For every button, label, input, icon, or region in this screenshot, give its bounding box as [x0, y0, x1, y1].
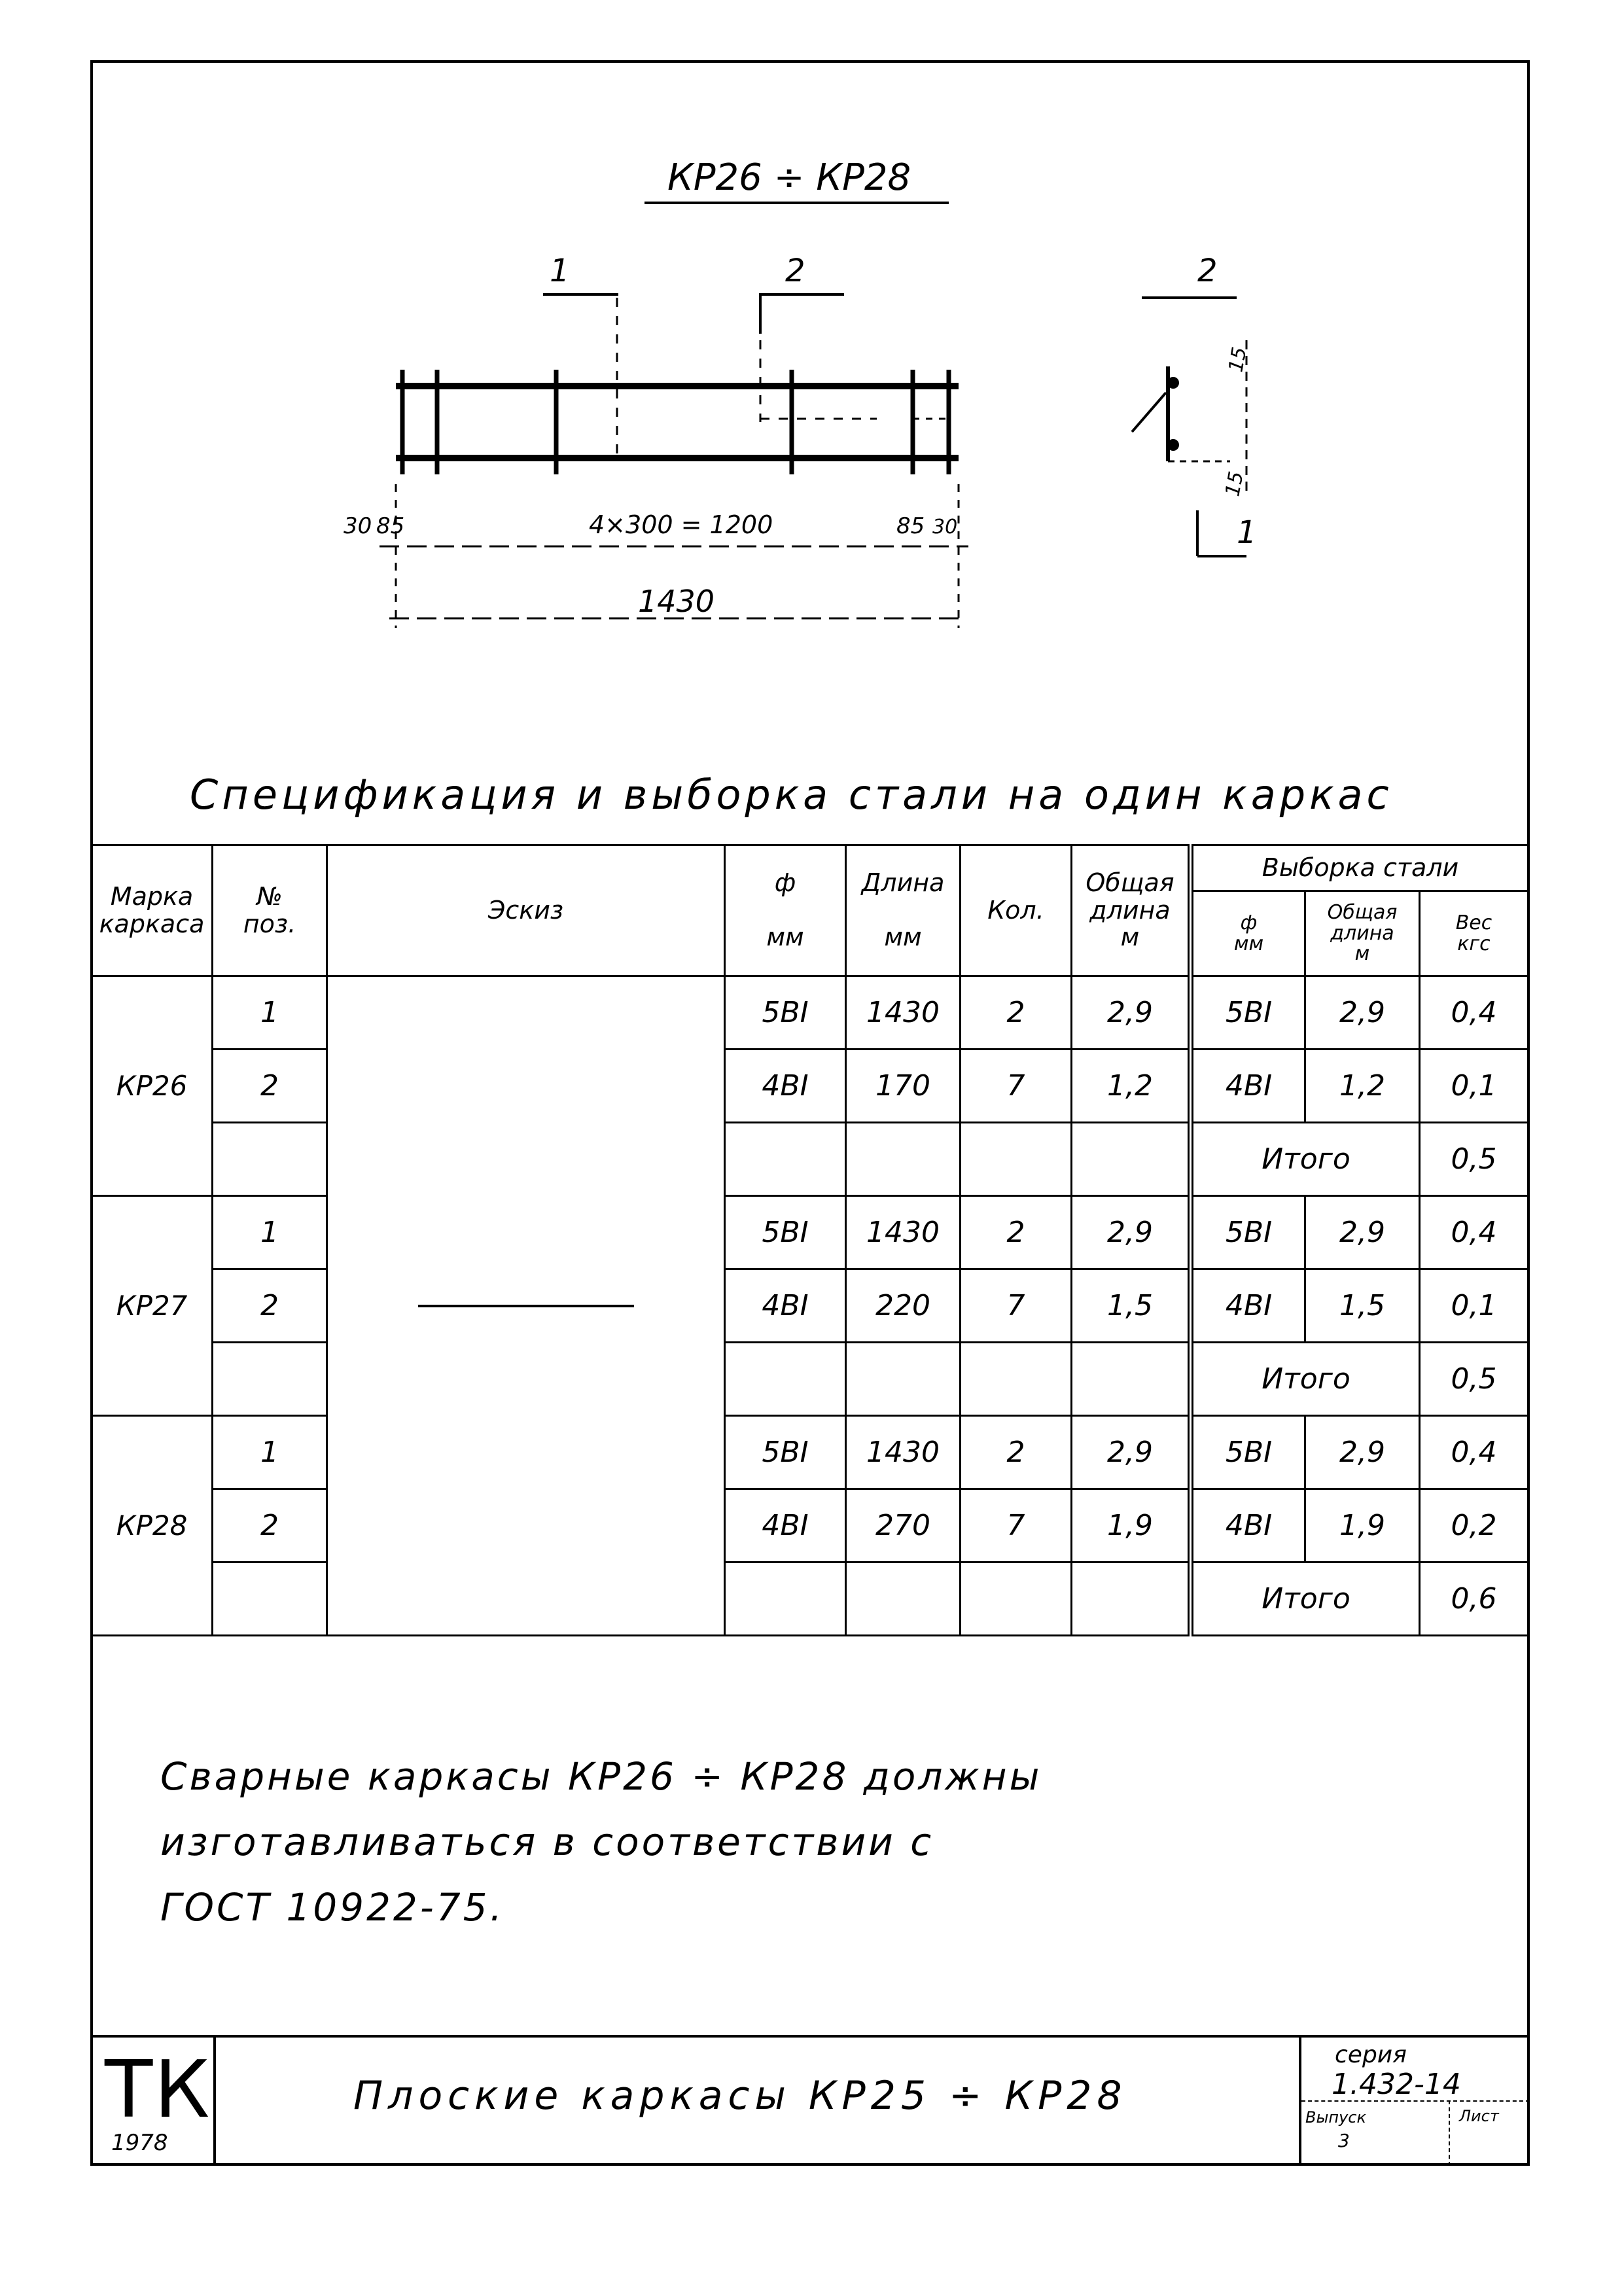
sel-length-cell: 2,9 — [1305, 976, 1420, 1050]
sel-dia-cell: 4ВI — [1191, 1489, 1305, 1563]
dia-cell: 5ВI — [725, 1416, 846, 1489]
org-year: 1978 — [111, 2130, 168, 2156]
length-cell: 220 — [846, 1269, 961, 1343]
qty-cell: 2 — [961, 976, 1072, 1050]
spec-table-wrapper — [90, 844, 1529, 1636]
dim-left-30: 30 — [344, 513, 372, 539]
section-1-label: 1 — [550, 253, 570, 289]
sketch-bar-line — [418, 1305, 634, 1307]
sel-dia-cell: 5ВI — [1191, 1416, 1305, 1489]
table-row — [92, 1269, 1528, 1343]
series-number: 1.432-14 — [1332, 2068, 1461, 2101]
sel-length-cell: 1,5 — [1305, 1269, 1420, 1343]
total-cell: 1,9 — [1072, 1489, 1191, 1563]
dim-left-85: 85 — [376, 513, 405, 539]
weight-cell: 0,4 — [1420, 1416, 1528, 1489]
dia-cell: 4ВI — [725, 1269, 846, 1343]
spec-title: Спецификация и выборка стали на один каркас — [190, 771, 1393, 819]
table-row — [92, 1123, 1528, 1196]
pos-cell-empty — [213, 1123, 327, 1196]
sel-dia-cell: 5ВI — [1191, 976, 1305, 1050]
pos-cell: 1 — [213, 1416, 327, 1489]
table-row — [92, 1343, 1528, 1416]
notes-line-1: Сварные каркасы КР26 ÷ КР28 должны — [160, 1754, 1042, 1799]
notes-line-2: изготавливаться в соответствии с — [160, 1820, 934, 1864]
dim-overall: 1430 — [638, 584, 715, 619]
table-row — [92, 1489, 1528, 1563]
table-row — [92, 1196, 1528, 1269]
qty-cell: 7 — [961, 1269, 1072, 1343]
sel-length-cell: 1,9 — [1305, 1489, 1420, 1563]
header-sketch: Эскиз — [327, 845, 725, 976]
length-cell: 1430 — [846, 1416, 961, 1489]
notes-text — [160, 1744, 1042, 1940]
length-cell: 270 — [846, 1489, 961, 1563]
series-label: серия — [1335, 2041, 1407, 2068]
weight-cell: 0,4 — [1420, 976, 1528, 1050]
total-cell: 2,9 — [1072, 1196, 1191, 1269]
header-dia: ф мм — [725, 845, 846, 976]
header-mark: Марка каркаса — [92, 845, 213, 976]
table-row — [92, 1416, 1528, 1489]
issue-number: 3 — [1338, 2130, 1350, 2151]
drawing-title: КР26 ÷ КР28 — [667, 156, 911, 199]
total-label: Итого — [1191, 1123, 1420, 1196]
section-view-diagonal — [1132, 393, 1166, 432]
weight-cell: 0,4 — [1420, 1196, 1528, 1269]
sheet-label: Лист — [1459, 2107, 1499, 2125]
section-view-dim-b: 15 — [1221, 469, 1248, 499]
pos-cell-empty — [213, 1343, 327, 1416]
frame-drawing — [0, 0, 1624, 785]
dim-right-85: 85 — [896, 513, 925, 539]
total-label: Итого — [1191, 1563, 1420, 1636]
length-cell: 170 — [846, 1050, 961, 1123]
header-sel-dia: ф мм — [1191, 891, 1305, 976]
section-view-dim-a: 15 — [1224, 345, 1252, 374]
section-view-bar-top — [1167, 377, 1179, 389]
qty-cell: 7 — [961, 1050, 1072, 1123]
total-cell: 2,9 — [1072, 976, 1191, 1050]
table-row — [92, 976, 1528, 1050]
header-sel-length: Общая длина м — [1305, 891, 1420, 976]
title-block-title: Плоские каркасы КР25 ÷ КР28 — [353, 2073, 1127, 2119]
sel-length-cell: 1,2 — [1305, 1050, 1420, 1123]
header-qty: Кол. — [961, 845, 1072, 976]
length-cell: 1430 — [846, 976, 961, 1050]
dia-cell: 4ВI — [725, 1050, 846, 1123]
dim-right-30: 30 — [932, 516, 958, 539]
weight-cell: 0,1 — [1420, 1269, 1528, 1343]
weight-cell: 0,1 — [1420, 1050, 1528, 1123]
header-pos: № поз. — [213, 845, 327, 976]
total-weight: 0,6 — [1420, 1563, 1528, 1636]
total-weight: 0,5 — [1420, 1343, 1528, 1416]
section-view-bar-bottom — [1167, 439, 1179, 451]
length-cell: 1430 — [846, 1196, 961, 1269]
weight-cell: 0,2 — [1420, 1489, 1528, 1563]
header-length: Длина мм — [846, 845, 961, 976]
total-cell: 1,5 — [1072, 1269, 1191, 1343]
pos-cell: 1 — [213, 976, 327, 1050]
mark-cell: КР26 — [92, 976, 213, 1196]
total-label: Итого — [1191, 1343, 1420, 1416]
mark-cell: КР27 — [92, 1196, 213, 1416]
pos-cell-empty — [213, 1563, 327, 1636]
sketch-cell — [327, 976, 725, 1636]
issue-label: Выпуск — [1305, 2108, 1366, 2127]
sel-dia-cell: 4ВI — [1191, 1050, 1305, 1123]
sel-length-cell: 2,9 — [1305, 1196, 1420, 1269]
table-row — [92, 1050, 1528, 1123]
header-weight: Вес кгс — [1420, 891, 1528, 976]
pos-cell: 1 — [213, 1196, 327, 1269]
dia-cell: 5ВI — [725, 976, 846, 1050]
total-cell: 2,9 — [1072, 1416, 1191, 1489]
qty-cell: 2 — [961, 1196, 1072, 1269]
spec-table — [90, 844, 1529, 1636]
total-weight: 0,5 — [1420, 1123, 1528, 1196]
pos-cell: 2 — [213, 1489, 327, 1563]
section-view-label-top: 2 — [1197, 253, 1218, 289]
total-cell: 1,2 — [1072, 1050, 1191, 1123]
section-2-label: 2 — [785, 253, 805, 289]
sel-dia-cell: 5ВI — [1191, 1196, 1305, 1269]
table-row — [92, 1563, 1528, 1636]
qty-cell: 2 — [961, 1416, 1072, 1489]
pos-cell: 2 — [213, 1050, 327, 1123]
org-logo: ТК — [105, 2045, 211, 2136]
header-selection: Выборка стали — [1191, 845, 1528, 891]
dia-cell: 4ВI — [725, 1489, 846, 1563]
mark-cell: КР28 — [92, 1416, 213, 1636]
dim-middle: 4×300 = 1200 — [589, 510, 773, 539]
notes-line-3: ГОСТ 10922-75. — [160, 1885, 505, 1930]
sel-length-cell: 2,9 — [1305, 1416, 1420, 1489]
header-total-length: Общая длина м — [1072, 845, 1191, 976]
section-view-label-bottom: 1 — [1237, 514, 1257, 551]
pos-cell: 2 — [213, 1269, 327, 1343]
qty-cell: 7 — [961, 1489, 1072, 1563]
dia-cell: 5ВI — [725, 1196, 846, 1269]
sel-dia-cell: 4ВI — [1191, 1269, 1305, 1343]
